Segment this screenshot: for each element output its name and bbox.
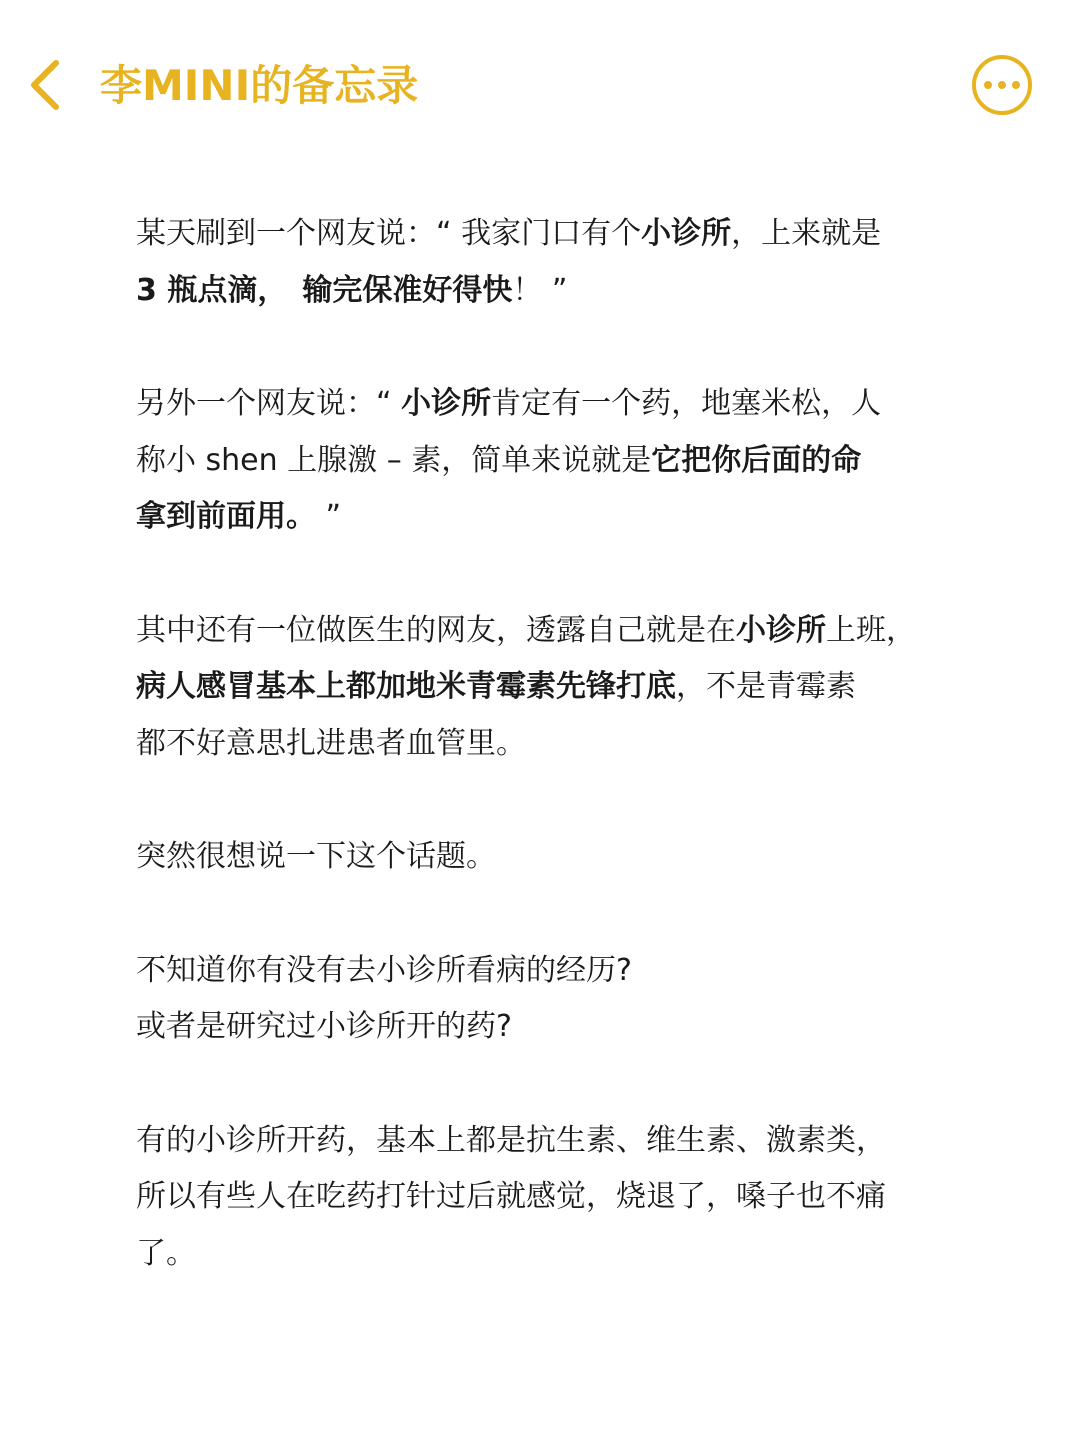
page-title: 李MINI的备忘录 <box>100 61 419 110</box>
note-line <box>136 206 966 263</box>
bold-text-run: 3 瓶点滴， 输完保准好得快 <box>136 272 513 308</box>
note-line: 有的小诊所开药，基本上都是抗生素、维生素、激素类， <box>136 1122 886 1158</box>
text-run: 肯定有一个药，地塞米松，人 <box>491 386 882 421</box>
note-line: 或者是研究过小诊所开的药? <box>136 1009 512 1044</box>
note-body <box>136 206 966 1339</box>
text-run: 称小 shen 上腺激 – 素，简单来说就是 <box>136 442 652 478</box>
note-paragraph <box>136 376 966 546</box>
bold-text-run: 病人感冒基本上都加地米青霉素先锋打底 <box>136 669 676 704</box>
chevron-left-icon <box>24 57 64 113</box>
text-run: ，不是青霉素 <box>676 669 856 704</box>
note-line <box>136 376 966 433</box>
text-run: ，上来就是 <box>731 216 882 251</box>
text-run: 其中还有一位做医生的网友，透露自己就是在 <box>136 612 736 648</box>
ellipsis-icon <box>1012 81 1020 89</box>
note-line: 突然很想说一下这个话题。 <box>136 839 496 874</box>
note-line <box>136 433 966 490</box>
more-button[interactable] <box>972 55 1032 115</box>
ellipsis-icon <box>998 81 1006 89</box>
note-line: 都不好意思扎进患者血管里。 <box>136 725 526 761</box>
bold-text-run: 拿到前面用。 <box>136 499 316 534</box>
note-line: 了。 <box>136 1235 196 1271</box>
note-line <box>136 603 966 660</box>
note-line: 所以有些人在吃药打针过后就感觉，烧退了，嗓子也不痛 <box>136 1179 886 1214</box>
bold-text-run: 小诊所 <box>736 612 826 648</box>
bold-text-run: 小诊所 <box>641 216 732 251</box>
text-run: 上班， <box>826 612 916 648</box>
text-run: ！ ” <box>512 272 568 308</box>
ellipsis-icon <box>984 81 992 89</box>
note-paragraph <box>136 1113 966 1283</box>
note-line <box>136 659 966 716</box>
bold-text-run: 它把你后面的命 <box>651 442 862 478</box>
bold-text-run: 小诊所 <box>401 386 492 421</box>
note-paragraph <box>136 829 966 886</box>
note-line: 不知道你有没有去小诊所看病的经历? <box>136 952 632 988</box>
note-line <box>136 489 966 546</box>
note-line <box>136 263 966 320</box>
note-paragraph <box>136 206 966 319</box>
text-run: 另外一个网友说：“ <box>136 386 402 421</box>
back-button[interactable] <box>14 50 74 120</box>
nav-bar <box>0 0 1080 175</box>
text-run: ” <box>316 499 342 534</box>
note-paragraph <box>136 943 966 1056</box>
text-run: 某天刷到一个网友说：“ 我家门口有个 <box>136 216 642 251</box>
note-paragraph <box>136 603 966 773</box>
